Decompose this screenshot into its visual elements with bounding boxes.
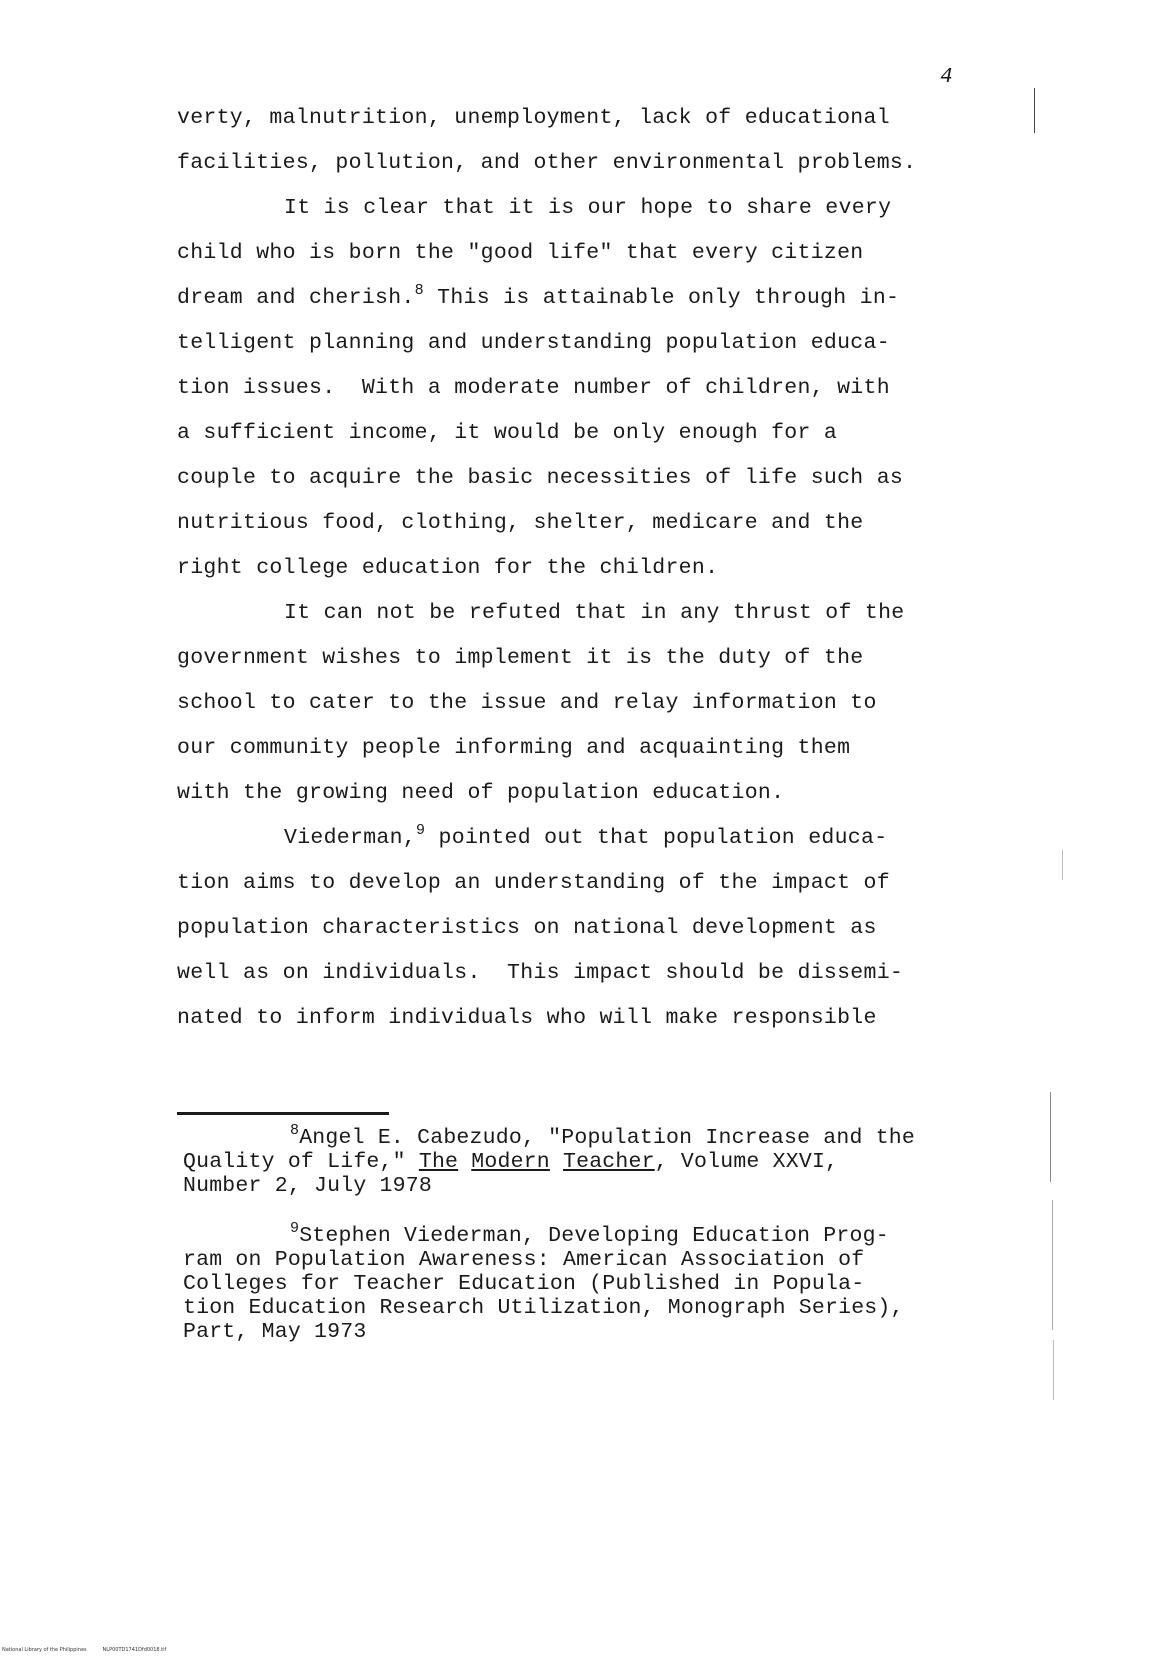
body-line: a sufficient income, it would be only enough for a	[177, 421, 838, 445]
body-line: nutritious food, clothing, shelter, medicare and the	[177, 511, 864, 535]
body-line: tion issues. With a moderate number of children, with	[177, 376, 890, 400]
body-line: It can not be refuted that in any thrust of the	[284, 601, 905, 625]
body-line: government wishes to implement it is the duty of the	[177, 646, 864, 670]
margin-mark	[1050, 1092, 1051, 1182]
body-line: verty, malnutrition, unemployment, lack of educational	[177, 106, 890, 130]
footnote-text: Angel E. Cabezudo, "Population Increase and the	[299, 1126, 916, 1150]
body-line: our community people informing and acquainting them	[177, 736, 851, 760]
footnote-text: Modern	[471, 1150, 550, 1174]
footer-library: National Library of the Philippines	[2, 1647, 87, 1653]
footnote-text: Teacher	[563, 1150, 655, 1174]
footnote-ref-9: 9	[416, 822, 426, 839]
page-number: 4	[940, 66, 953, 89]
footnote-9-line	[290, 1220, 889, 1248]
body-line: with the growing need of population education.	[177, 781, 785, 805]
margin-mark	[1053, 1340, 1054, 1400]
body-line: child who is born the "good life" that every citizen	[177, 241, 864, 265]
footnote-rule	[177, 1112, 389, 1115]
body-line: right college education for the children.	[177, 556, 719, 580]
body-line: telligent planning and understanding population educa-	[177, 331, 890, 355]
footnote-9-line: ram on Population Awareness: American Association of	[183, 1248, 865, 1272]
scan-footer	[2, 1647, 166, 1653]
footnote-8-line	[290, 1122, 916, 1150]
body-line: It is clear that it is our hope to share every	[284, 196, 892, 220]
body-text: pointed out that population educa-	[425, 826, 888, 850]
body-line: nated to inform individuals who will make responsible	[177, 1006, 877, 1030]
margin-mark	[1052, 1200, 1053, 1330]
footnote-9-line: Colleges for Teacher Education (Published in Popula-	[183, 1272, 865, 1296]
body-line: couple to acquire the basic necessities of life such as	[177, 466, 904, 490]
footnote-ref-8: 8	[414, 282, 424, 299]
body-line	[177, 282, 900, 310]
body-line: school to cater to the issue and relay information to	[177, 691, 877, 715]
body-line: tion aims to develop an understanding of the impact of	[177, 871, 890, 895]
footnote-text: Stephen Viederman, Developing Education Prog-	[299, 1224, 889, 1248]
body-line: population characteristics on national development as	[177, 916, 877, 940]
body-line	[284, 822, 888, 850]
body-text: This is attainable only through in-	[423, 286, 900, 310]
body-line: facilities, pollution, and other environmental problems.	[177, 151, 917, 175]
footnote-text: Quality of Life,"	[183, 1150, 419, 1174]
footnote-marker: 9	[290, 1220, 300, 1237]
body-text: dream and cherish.	[177, 286, 415, 310]
footnote-8-line: Number 2, July 1978	[183, 1174, 432, 1198]
footnote-text: The	[418, 1150, 459, 1174]
footnote-9-line: tion Education Research Utilization, Monograph Series),	[183, 1296, 904, 1320]
footer-file: NLP00TD1741Dfd0018.tif	[102, 1647, 167, 1653]
footnote-marker: 8	[290, 1122, 300, 1139]
footnote-8-line	[183, 1152, 838, 1174]
footnote-text: , Volume XXVI,	[654, 1150, 839, 1174]
margin-mark	[1034, 88, 1035, 133]
footnote-text	[458, 1150, 471, 1174]
body-line: well as on individuals. This impact should be dissemi-	[177, 961, 904, 985]
footnote-9-line: Part, May 1973	[183, 1320, 367, 1344]
footnote-text	[550, 1150, 563, 1174]
body-text: Viederman,	[284, 826, 417, 850]
margin-mark	[1062, 850, 1063, 880]
